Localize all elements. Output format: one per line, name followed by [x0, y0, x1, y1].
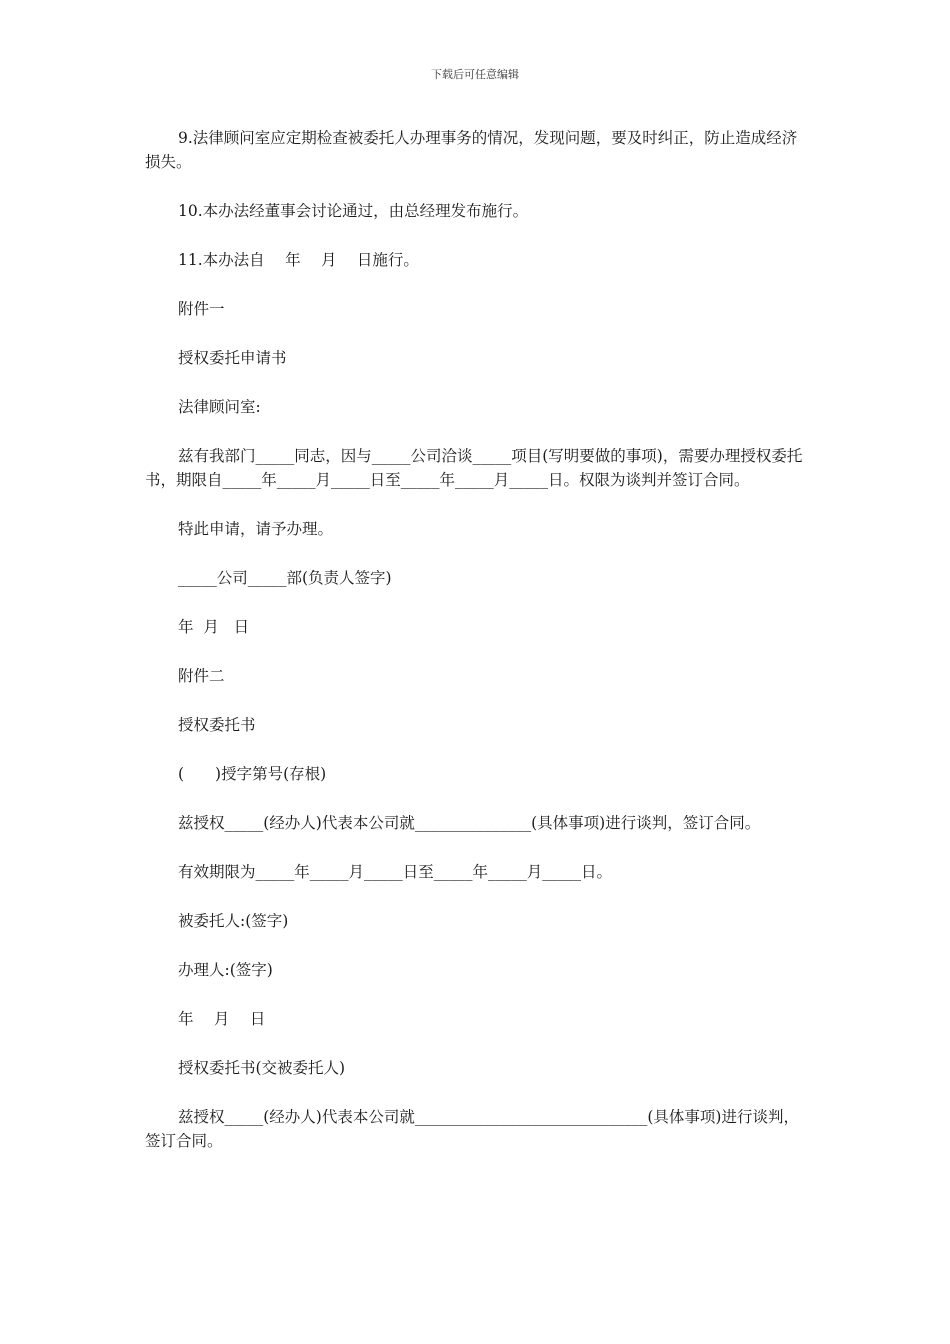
paragraph-item-11: 11.本办法自 年 月 日施行。: [178, 251, 419, 269]
date-line: 年 月 日: [178, 1010, 266, 1028]
authorization-body: 兹授权_____(经办人)代表本公司就_______________(具体事项)进行谈判，签订合同。: [178, 814, 761, 832]
date-line: 年 月 日: [178, 618, 250, 636]
document-body: [145, 126, 810, 1178]
application-body: 兹有我部门_____同志，因与_____公司洽谈_____项目(写明要做的事项)，需要办理授权委托书，期限自_____年_____月_____日至_____年_____月_____日。权限为谈判并签订合同。: [145, 447, 803, 489]
addressee: 法律顾问室:: [178, 398, 261, 416]
authorization-copy-body: 兹授权_____(经办人)代表本公司就______________________________(具体事项)进行谈判，签订合同。: [145, 1108, 799, 1150]
authorized-person-signature: 被委托人:(签字): [178, 912, 289, 930]
handler-signature: 办理人:(签字): [178, 961, 273, 979]
application-closing: 特此申请，请予办理。: [178, 520, 334, 538]
department-signature: _____公司_____部(负责人签字): [178, 569, 392, 587]
stub-number: ( )授字第号(存根): [178, 765, 327, 783]
application-title: 授权委托申请书: [178, 349, 287, 367]
paragraph-item-10: 10.本办法经董事会讨论通过，由总经理发布施行。: [178, 202, 529, 220]
paragraph-item-9: 9.法律顾问室应定期检查被委托人办理事务的情况，发现问题，要及时纠正，防止造成经济损失。: [145, 129, 798, 171]
attachment-two-heading: 附件二: [178, 667, 225, 685]
authorization-title: 授权委托书: [178, 716, 256, 734]
authorization-copy-title: 授权委托书(交被委托人): [178, 1059, 346, 1077]
page-header: 下载后可任意编辑: [431, 68, 519, 81]
validity-period: 有效期限为_____年_____月_____日至_____年_____月_____日。: [178, 863, 613, 881]
attachment-one-heading: 附件一: [178, 300, 225, 318]
